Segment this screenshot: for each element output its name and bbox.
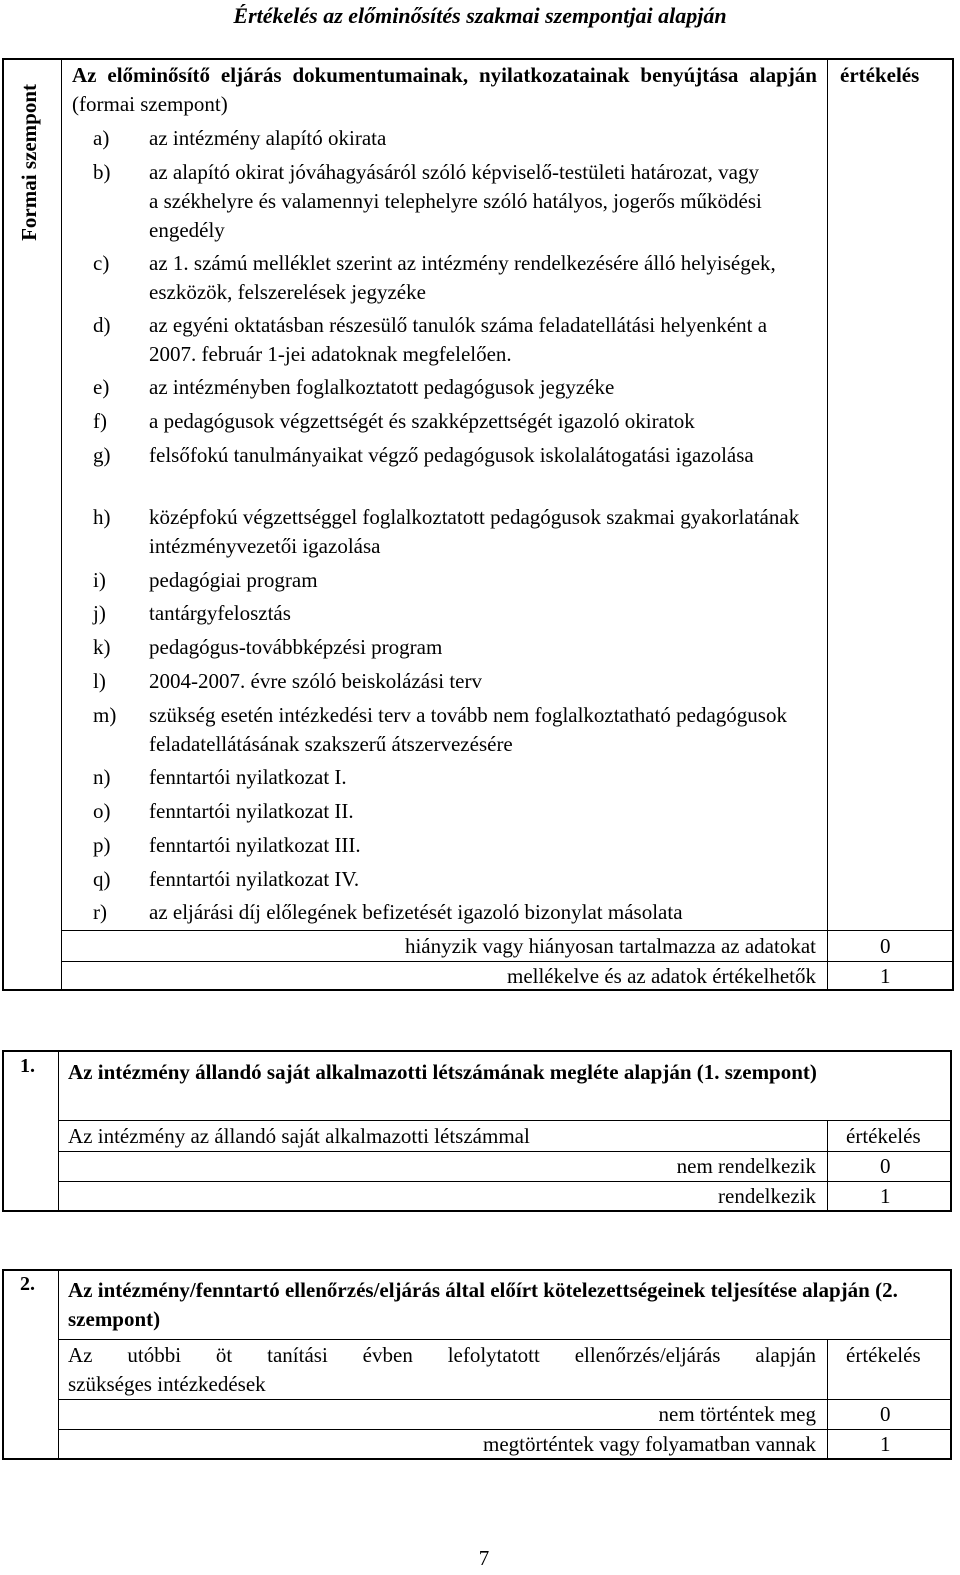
item-letter: c) [93,251,110,275]
score-label: rendelkezik [718,1184,816,1208]
table-divider [827,1120,828,1210]
item-text: a pedagógusok végzettségét és szakképzettségét igazoló okiratok [149,409,695,433]
table-divider [58,1399,950,1400]
item-text: az alapító okirat jóváhagyásáról szóló képviselő-testületi határozat, vagy a székhelyre és valamennyi telephelyre szóló hatályos, jogerős működési engedély [149,160,762,242]
item-letter: a) [93,126,110,150]
item-text: az eljárási díj előlegének befizetését igazoló bizonylat másolata [149,900,683,924]
score-label: megtörténtek vagy folyamatban vannak [483,1432,816,1456]
item-text: az intézmény alapító okirata [149,126,387,150]
formal-header [72,61,817,119]
table-divider [61,930,952,931]
score-value: 1 [880,1184,891,1208]
item-letter: i) [93,568,106,592]
item-text: középfokú végzettséggel foglalkoztatott pedagógusok szakmai gyakorlatának intézményvezetői igazolása [149,505,800,558]
formal-header-bold: Az előminősítő eljárás dokumentumainak, nyilatkozatainak benyújtása alapján [72,63,817,87]
item-letter: b) [93,160,111,184]
table-divider [58,1181,950,1182]
criterion-subtitle-line2: szükséges intézkedések [68,1372,266,1396]
item-letter: q) [93,867,111,891]
item-letter: n) [93,765,111,789]
item-text: fenntartói nyilatkozat IV. [149,867,360,891]
table-divider [827,60,828,989]
item-letter: k) [93,635,111,659]
page-title: Értékelés az előminősítés szakmai szempontjai alapján [233,3,727,28]
criterion-number: 1. [20,1055,35,1077]
score-label: nem rendelkezik [676,1154,816,1178]
item-letter: f) [93,409,107,433]
table-divider [58,1052,59,1210]
item-text: felsőfokú tanulmányaikat végző pedagógusok iskolalátogatási igazolása [149,443,754,467]
criterion-title: Az intézmény/fenntartó ellenőrzés/eljárás által előírt kötelezettségeinek teljesítése alapján (2. szempont) [68,1278,898,1331]
score-value: 0 [880,934,891,958]
table-divider [827,1339,828,1458]
formal-eval-header: értékelés [840,63,920,87]
score-value: 0 [880,1402,891,1426]
item-text: 2004-2007. évre szóló beiskolázási terv [149,669,482,693]
table-divider [61,60,62,989]
formal-side-label: Formai szempont [16,83,41,241]
criterion-subtitle-line1: Az utóbbi öt tanítási évben lefolytatott ellenőrzés/eljárás alapján [68,1343,816,1367]
item-letter: p) [93,833,111,857]
criterion-eval-header: értékelés [846,1124,921,1148]
score-label: mellékelve és az adatok értékelhetők [506,964,816,988]
item-text: fenntartói nyilatkozat III. [149,833,361,857]
criterion-subtitle: Az intézmény az állandó saját alkalmazotti létszámmal [68,1124,530,1148]
item-text: az egyéni oktatásban részesülő tanulók száma feladatellátási helyenként a 2007. február 1-jei adatoknak megfelelően. [149,313,768,366]
item-text: az 1. számú melléklet szerint az intézmény rendelkezésére álló helyiségek, eszközök, felszerelések jegyzéke [149,251,776,304]
page-number: 7 [478,1546,490,1570]
criterion-eval-header: értékelés [846,1343,921,1367]
table-divider [58,1151,950,1152]
item-letter: o) [93,799,111,823]
criterion-title: Az intézmény állandó saját alkalmazotti létszámának megléte alapján (1. szempont) [68,1060,817,1084]
item-text: szükség esetén intézkedési terv a tovább nem foglalkoztatható pedagógusok feladatellátásának szakszerű átszervezésére [149,703,787,756]
score-value: 1 [880,964,891,988]
table-divider [58,1339,950,1340]
item-letter: g) [93,443,111,467]
item-letter: r) [93,900,107,924]
score-value: 0 [880,1154,891,1178]
item-letter: e) [93,375,110,399]
item-letter: d) [93,313,111,337]
criterion-number: 2. [20,1273,35,1295]
item-text: pedagógiai program [149,568,318,592]
item-text: pedagógus-továbbképzési program [149,635,443,659]
item-letter: l) [93,669,106,693]
score-label: hiányzik vagy hiányosan tartalmazza az adatokat [404,934,816,958]
item-letter: j) [93,601,106,625]
item-text: tantárgyfelosztás [149,601,291,625]
item-text: fenntartói nyilatkozat I. [149,765,347,789]
item-letter: m) [93,703,117,727]
score-label: nem történtek meg [658,1402,816,1426]
formal-header-normal: (formai szempont) [72,92,228,116]
score-value: 1 [880,1432,891,1456]
table-divider [58,1120,950,1121]
item-letter: h) [93,505,111,529]
item-text: az intézményben foglalkoztatott pedagógusok jegyzéke [149,375,615,399]
item-text: fenntartói nyilatkozat II. [149,799,354,823]
